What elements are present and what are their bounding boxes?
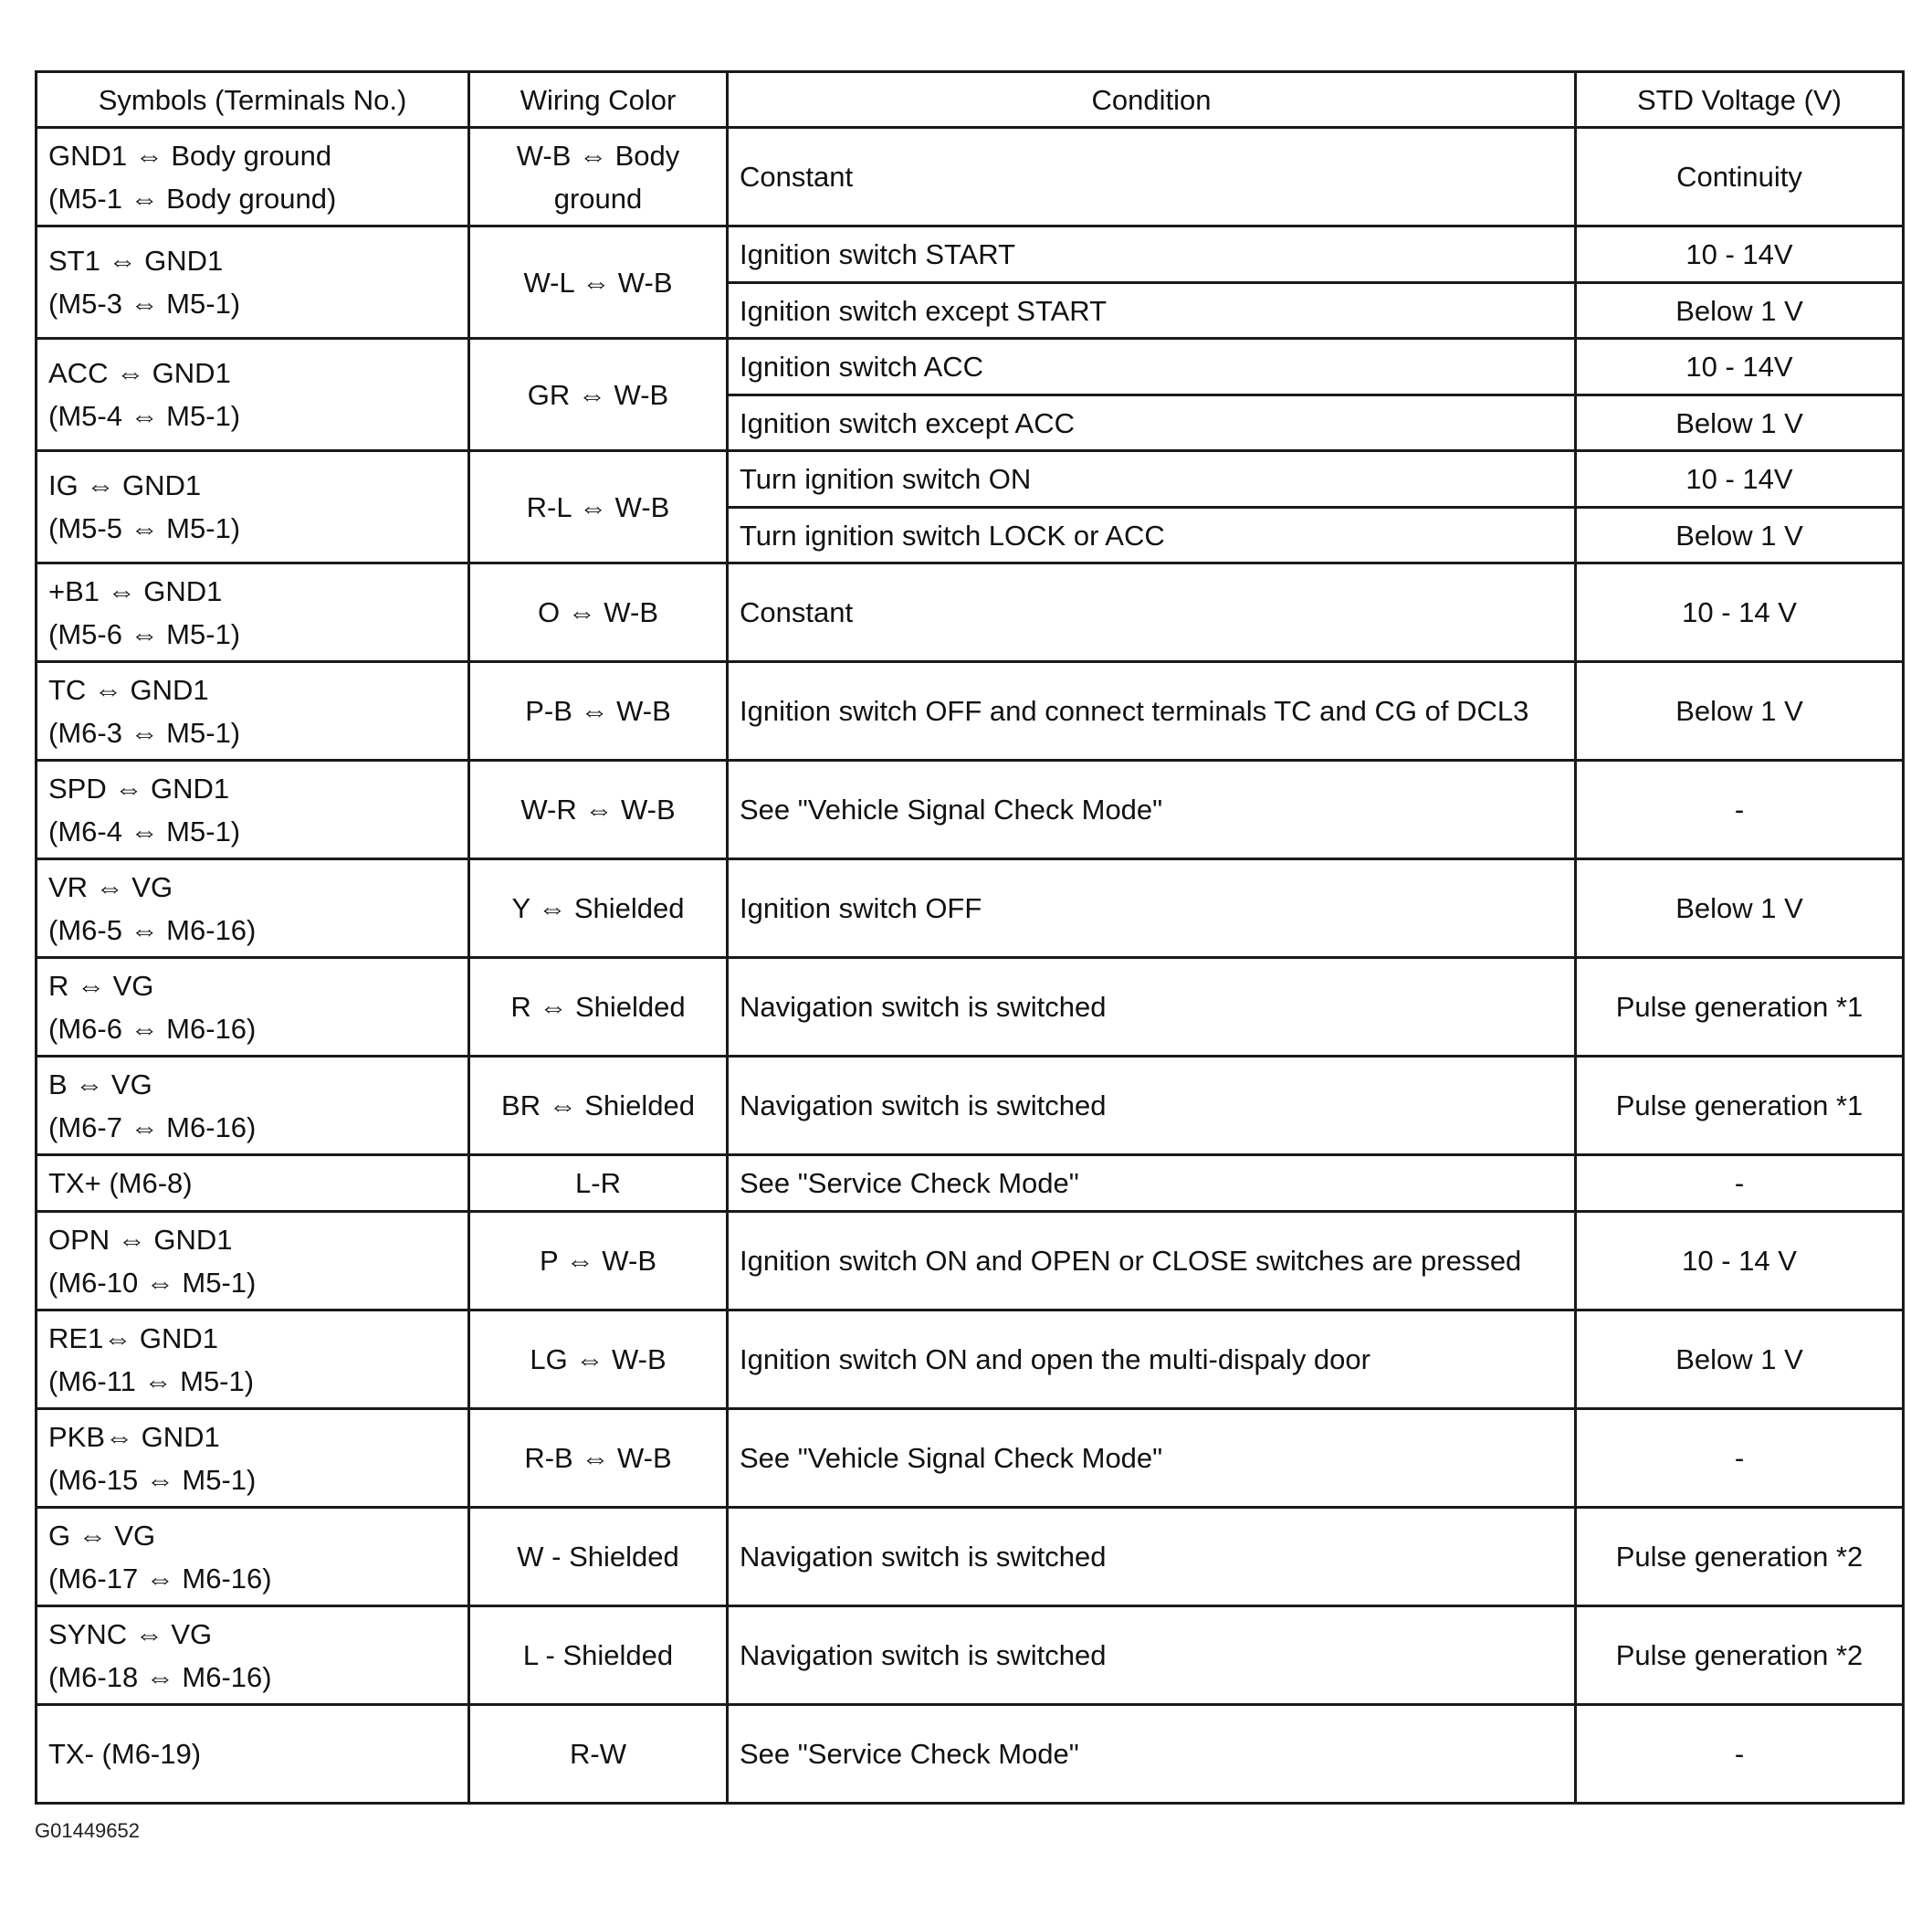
terminal-numbers: (M6-3 ⇔ M5-1) [48,716,241,749]
table-row [37,1212,1904,1310]
wiring-color-cell: P ⇔ W-B [469,1212,728,1310]
symbol-cell [37,1155,469,1212]
symbol-cell [37,451,469,563]
symbol-name: SPD ⇔ GND1 [48,772,230,805]
symbol-name: G ⇔ VG [48,1519,156,1552]
wiring-color-cell: R-L ⇔ W-B [469,451,728,563]
terminal-numbers: (M6-6 ⇔ M6-16) [48,1012,257,1045]
wiring-color-cell: R ⇔ Shielded [469,958,728,1057]
std-voltage-cell: Below 1 V [1576,859,1904,958]
table-row [37,1155,1904,1212]
condition-cell: Ignition switch except ACC [728,395,1576,451]
table-row [37,1057,1904,1155]
table-row [37,662,1904,761]
table-body [37,128,1904,1804]
terminal-numbers: (M6-5 ⇔ M6-16) [48,913,257,946]
symbol-cell [37,958,469,1057]
condition-cell: Turn ignition switch LOCK or ACC [728,508,1576,563]
terminal-numbers: (M6-10 ⇔ M5-1) [48,1266,257,1299]
condition-cell: Ignition switch OFF and connect terminals TC and CG of DCL3 [728,662,1576,761]
wiring-color-cell: W-B ⇔ Body ground [469,128,728,226]
wiring-color-cell: LG ⇔ W-B [469,1310,728,1409]
std-voltage-cell: Below 1 V [1576,1310,1904,1409]
table-row [37,859,1904,958]
symbol-name: ST1 ⇔ GND1 [48,245,224,277]
symbol-cell [37,1310,469,1409]
condition-cell: Ignition switch ON and open the multi-dispaly door [728,1310,1576,1409]
terminal-numbers: (M6-15 ⇔ M5-1) [48,1463,257,1496]
symbol-cell [37,761,469,859]
condition-cell: See "Vehicle Signal Check Mode" [728,1409,1576,1508]
table-row [37,958,1904,1057]
terminal-numbers: (M5-1 ⇔ Body ground) [48,182,337,215]
table-row [37,1606,1904,1705]
std-voltage-cell: - [1576,761,1904,859]
symbol-name: GND1 ⇔ Body ground [48,139,332,172]
symbol-cell [37,1212,469,1310]
table-row [37,226,1904,283]
table-row [37,761,1904,859]
symbol-name: VR ⇔ VG [48,870,173,903]
condition-cell: Ignition switch OFF [728,859,1576,958]
condition-cell: Navigation switch is switched [728,1606,1576,1705]
header-wiring-color: Wiring Color [469,72,728,128]
wiring-color-cell: BR ⇔ Shielded [469,1057,728,1155]
std-voltage-cell: 10 - 14V [1576,226,1904,283]
header-symbols: Symbols (Terminals No.) [37,72,469,128]
wiring-color-cell: W - Shielded [469,1508,728,1606]
symbol-cell [37,1705,469,1804]
symbol-name: ACC ⇔ GND1 [48,357,231,389]
table-row [37,1310,1904,1409]
symbol-cell [37,226,469,339]
symbol-cell [37,1606,469,1705]
symbol-name: TX+ (M6-8) [48,1167,193,1199]
wiring-color-cell: P-B ⇔ W-B [469,662,728,761]
symbol-name: SYNC ⇔ VG [48,1617,213,1650]
condition-cell: Ignition switch ON and OPEN or CLOSE switches are pressed [728,1212,1576,1310]
symbol-cell [37,1057,469,1155]
symbol-cell [37,1508,469,1606]
table-row [37,563,1904,662]
symbol-name: TX- (M6-19) [48,1738,202,1770]
wiring-color-cell: GR ⇔ W-B [469,339,728,451]
table-header-row [37,72,1904,128]
terminal-numbers: (M6-4 ⇔ M5-1) [48,815,241,847]
table-row [37,339,1904,395]
std-voltage-cell: 10 - 14 V [1576,563,1904,662]
std-voltage-cell: Below 1 V [1576,283,1904,339]
terminal-numbers: (M5-5 ⇔ M5-1) [48,512,241,544]
terminal-numbers: (M5-4 ⇔ M5-1) [48,400,241,432]
wiring-color-cell: O ⇔ W-B [469,563,728,662]
std-voltage-cell: Pulse generation *2 [1576,1606,1904,1705]
condition-cell: Ignition switch except START [728,283,1576,339]
terminal-numbers: (M6-7 ⇔ M6-16) [48,1110,257,1143]
symbol-name: OPN ⇔ GND1 [48,1223,233,1256]
table-row [37,128,1904,226]
condition-cell: Turn ignition switch ON [728,451,1576,508]
symbol-name: RE1⇔ GND1 [48,1321,219,1354]
symbol-cell [37,339,469,451]
terminal-numbers: (M5-3 ⇔ M5-1) [48,288,241,320]
std-voltage-cell: 10 - 14 V [1576,1212,1904,1310]
symbol-name: R ⇔ VG [48,969,154,1002]
symbol-cell [37,128,469,226]
condition-cell: Navigation switch is switched [728,1508,1576,1606]
wiring-color-cell: Y ⇔ Shielded [469,859,728,958]
std-voltage-cell: Continuity [1576,128,1904,226]
symbol-name: B ⇔ VG [48,1068,152,1100]
std-voltage-cell: - [1576,1705,1904,1804]
std-voltage-cell: Pulse generation *2 [1576,1508,1904,1606]
terminal-voltage-table [35,70,1905,1805]
condition-cell: Navigation switch is switched [728,1057,1576,1155]
condition-cell: Navigation switch is switched [728,958,1576,1057]
std-voltage-cell: Below 1 V [1576,662,1904,761]
symbol-cell [37,859,469,958]
symbol-name: +B1 ⇔ GND1 [48,574,223,607]
std-voltage-cell: 10 - 14V [1576,451,1904,508]
symbol-cell [37,1409,469,1508]
wiring-color-cell: R-B ⇔ W-B [469,1409,728,1508]
wiring-color-cell: L-R [469,1155,728,1212]
condition-cell: Constant [728,563,1576,662]
terminal-numbers: (M5-6 ⇔ M5-1) [48,617,241,650]
condition-cell: Ignition switch ACC [728,339,1576,395]
std-voltage-cell: Pulse generation *1 [1576,958,1904,1057]
wiring-color-cell: R-W [469,1705,728,1804]
symbol-cell [37,662,469,761]
condition-cell: Ignition switch START [728,226,1576,283]
std-voltage-cell: Below 1 V [1576,395,1904,451]
std-voltage-cell: - [1576,1155,1904,1212]
table-row [37,1508,1904,1606]
symbol-name: TC ⇔ GND1 [48,673,209,706]
table-row [37,451,1904,508]
std-voltage-cell: Pulse generation *1 [1576,1057,1904,1155]
wiring-color-cell: W-R ⇔ W-B [469,761,728,859]
wiring-color-cell: W-L ⇔ W-B [469,226,728,339]
table-row [37,1705,1904,1804]
condition-cell: See "Service Check Mode" [728,1155,1576,1212]
std-voltage-cell: 10 - 14V [1576,339,1904,395]
std-voltage-cell: - [1576,1409,1904,1508]
std-voltage-cell: Below 1 V [1576,508,1904,563]
symbol-name: PKB⇔ GND1 [48,1420,220,1453]
condition-cell: Constant [728,128,1576,226]
condition-cell: See "Vehicle Signal Check Mode" [728,761,1576,859]
header-condition: Condition [728,72,1576,128]
symbol-cell [37,563,469,662]
header-std-voltage: STD Voltage (V) [1576,72,1904,128]
symbol-name: IG ⇔ GND1 [48,469,202,501]
terminal-numbers: (M6-17 ⇔ M6-16) [48,1562,272,1595]
wiring-color-cell: L - Shielded [469,1606,728,1705]
terminal-numbers: (M6-18 ⇔ M6-16) [48,1660,272,1693]
terminal-numbers: (M6-11 ⇔ M5-1) [48,1364,255,1397]
table-row [37,1409,1904,1508]
condition-cell: See "Service Check Mode" [728,1705,1576,1804]
figure-id: G01449652 [35,1819,140,1842]
